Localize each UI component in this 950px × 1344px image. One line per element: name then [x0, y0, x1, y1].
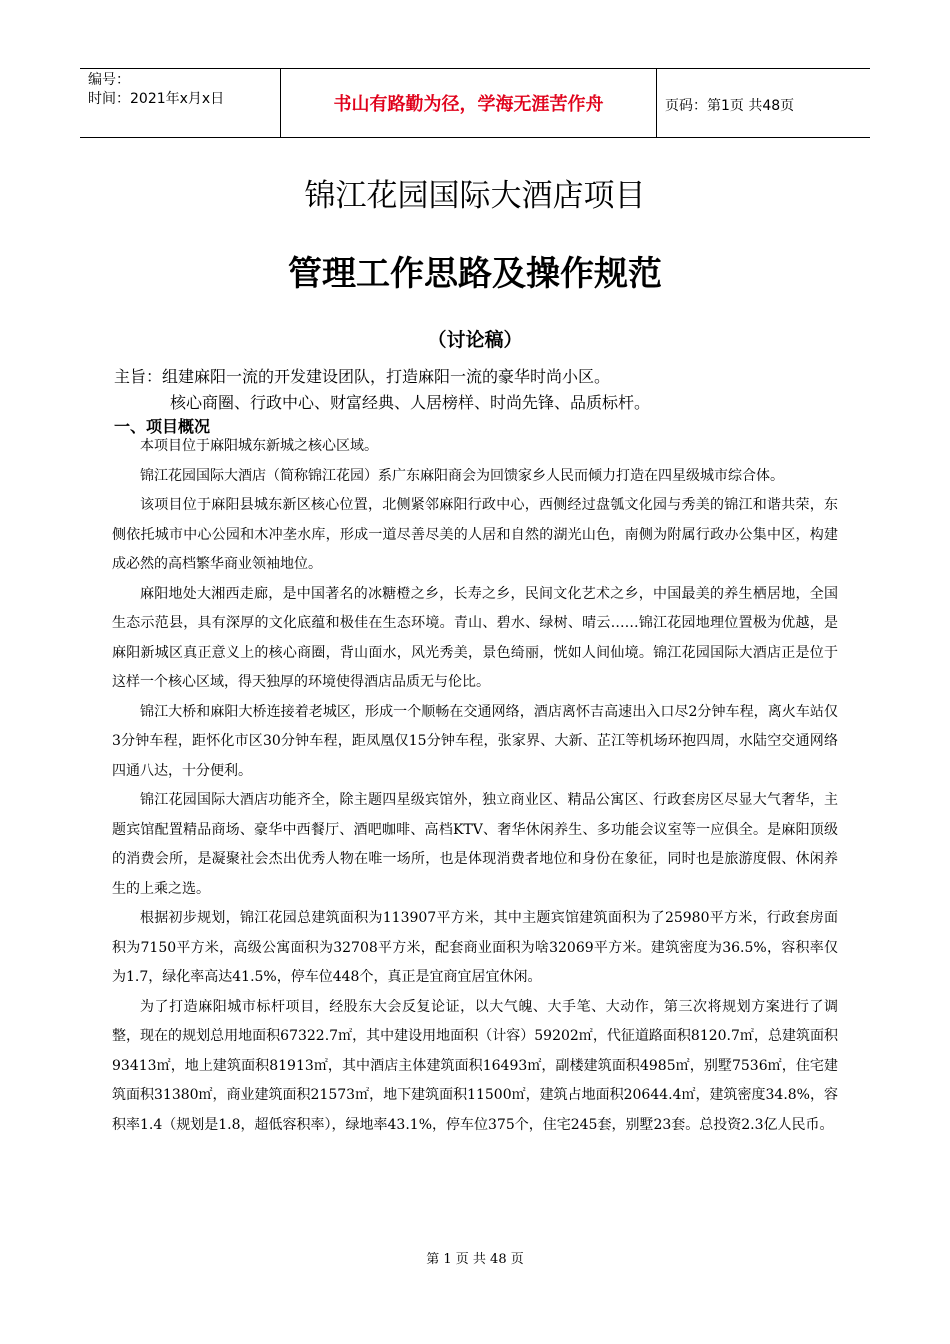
keywords-line: 核心商圈、行政中心、财富经典、人居榜样、时尚先锋、品质标杆。: [170, 393, 651, 412]
paragraph: 锦江花园国际大酒店功能齐全，除主题四星级宾馆外，独立商业区、精品公寓区、行政套房区尽显大气奢华，主题宾馆配置精品商场、豪华中西餐厅、酒吧咖啡、高档KTV、奢华休闲养生、多功能会议室等一应俱全。是麻阳顶级的消费会所，是凝聚社会杰出优秀人物在唯一场所，也是体现消费者地位和身份在象征，同时也是旅游度假、休闲养生的上乘之选。: [112, 792, 838, 897]
header-motto: 书山有路勤为径，学海无涯苦作舟: [280, 69, 657, 137]
header-page-info: 页码：第1页 共48页: [665, 98, 795, 114]
document-title: 锦江花园国际大酒店项目: [304, 178, 646, 214]
paragraph: 根据初步规划，锦江花园总建筑面积为113907平方米，其中主题宾馆建筑面积为了25980平方米，行政套房面积为7150平方米，高级公寓面积为32708平方米，配套商业面积为啥32069平方米。建筑密度为36.5%，容积率仅为1.7，绿化率高达41.5%，停车位448个，真正是宜商宜居宜休闲。: [112, 910, 838, 985]
document-body: [112, 432, 838, 1140]
paragraph: 锦江花园国际大酒店（简称锦江花园）系广东麻阳商会为回馈家乡人民而倾力打造在四星级城市综合体。: [140, 467, 784, 484]
paragraph: 麻阳地处大湘西走廊，是中国著名的冰糖橙之乡，长寿之乡，民间文化艺术之乡，中国最美的养生栖居地，全国生态示范县，具有深厚的文化底蕴和极佳在生态环境。青山、碧水、绿树、晴云……锦江花园地理位置极为优越，是麻阳新城区真正意义上的核心商圈，背山面水，风光秀美，景色绮丽，恍如人间仙境。锦江花园国际大酒店正是位于这样一个核心区域，得天独厚的环境使得酒店品质无与伦比。: [112, 585, 838, 690]
paragraph: 该项目位于麻阳县城东新区核心位置，北侧紧邻麻阳行政中心，西侧经过盘瓠文化园与秀美的锦江和谐共荣，东侧依托城市中心公园和木冲垄水库，形成一道尽善尽美的人居和自然的湖光山色，南侧为附属行政办公集中区，构建成必然的高档繁华商业领袖地位。: [112, 497, 838, 572]
paragraph: 锦江大桥和麻阳大桥连接着老城区，形成一个顺畅在交通网络，酒店离怀吉高速出入口尽2分钟车程，离火车站仅3分钟车程，距怀化市区30分钟车程，距凤凰仅15分钟车程，张家界、大新、芷江等机场环抱四周，水陆空交通网络四通八达，十分便利。: [112, 703, 838, 779]
paragraph: 本项目位于麻阳城东新城之核心区域。: [140, 438, 378, 454]
draft-label: （讨论稿）: [427, 329, 523, 351]
time-label: 时间：2021年x月x日: [88, 91, 225, 107]
page-footer: 第 1 页 共 48 页: [426, 1252, 524, 1267]
number-label: 编号：: [88, 72, 130, 88]
document-subtitle: 管理工作思路及操作规范: [288, 254, 662, 294]
purpose-statement: 主旨：组建麻阳一流的开发建设团队，打造麻阳一流的豪华时尚小区。: [114, 367, 611, 386]
section-heading: 一、项目概况: [114, 417, 211, 436]
header-meta: [88, 71, 224, 109]
page-header: [80, 68, 870, 138]
paragraph: 为了打造麻阳城市标杆项目，经股东大会反复论证，以大气魄、大手笔、大动作，第三次将规划方案进行了调整，现在的规划总用地面积67322.7㎡，其中建设用地面积（计容）59202㎡，代征道路面积8120.7㎡，总建筑面积93413㎡，地上建筑面积81913㎡，其中酒店主体建筑面积16493㎡，副楼建筑面积4985㎡，别墅7536㎡，住宅建筑面积31380㎡，商业建筑面积21573㎡，地下建筑面积11500㎡，建筑占地面积20644.4㎡，建筑密度34.8%，容积率1.4（规划是1.8，超低容积率），绿地率43.1%，停车位375个，住宅245套，别墅23套。总投资2.3亿人民币。: [112, 998, 838, 1133]
